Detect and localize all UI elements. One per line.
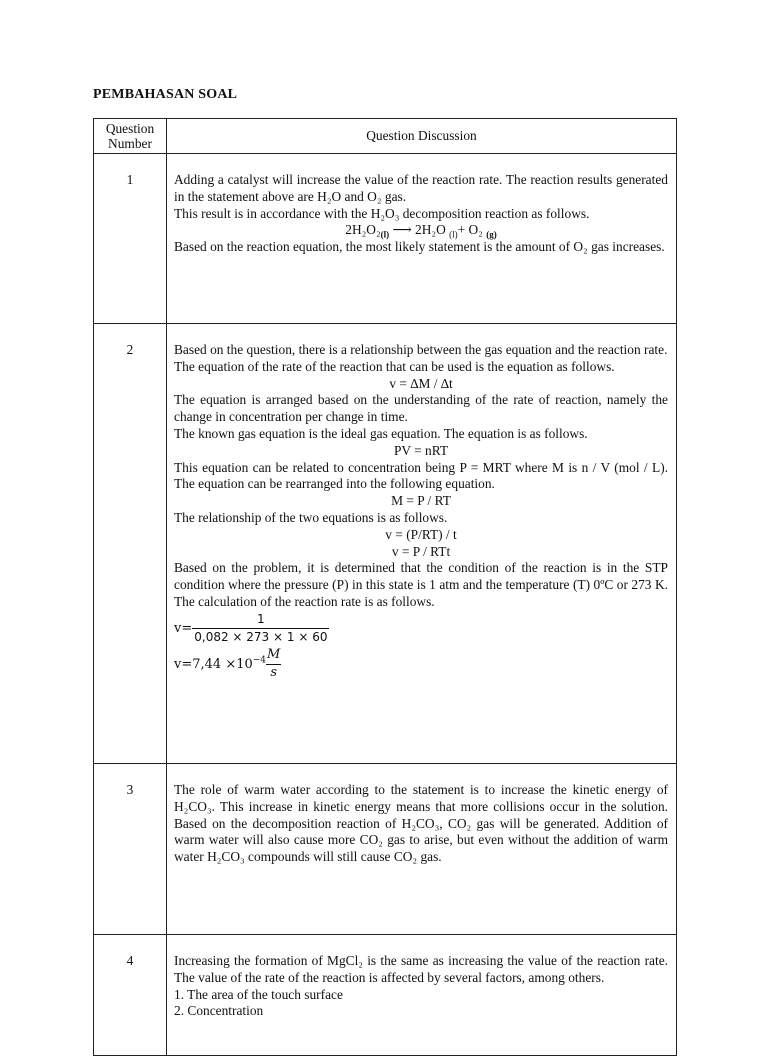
equation: v = ∆M / ∆t xyxy=(389,375,453,391)
paragraph: The relationship of the two equations is as follows. xyxy=(174,509,448,525)
table-row xyxy=(94,764,677,935)
header-question-discussion: Question Discussion xyxy=(167,119,677,154)
discussion-table xyxy=(93,118,677,1056)
equation: PV = nRT xyxy=(393,442,449,458)
list-item: 2. Concentration xyxy=(174,1003,264,1019)
question-number: 1 xyxy=(94,154,167,324)
header-question-number: Question Number xyxy=(94,119,167,154)
question-discussion-1 xyxy=(167,154,677,324)
question-number: 3 xyxy=(94,764,167,935)
paragraph: This result is in accordance with the H₂O₃ decomposition reaction as follows. xyxy=(174,205,590,221)
paragraph: Adding a catalyst will increase the value of the reaction rate. The reaction results generated in the statement above are H₂O and O₂ gas. xyxy=(174,172,668,204)
equation: v = (P/RT) / t xyxy=(385,526,457,542)
question-discussion-4 xyxy=(167,935,677,1056)
list-item: 1. The area of the touch surface xyxy=(174,986,343,1002)
paragraph: The equation of the rate of the reaction that can be used is the equation as follows. xyxy=(174,358,615,374)
question-number: 4 xyxy=(94,935,167,1056)
paragraph: The equation is arranged based on the understanding of the rate of reaction, namely the change in concentration per change in time. xyxy=(174,392,668,425)
document-title: PEMBAHASAN SOAL xyxy=(93,87,238,102)
question-discussion-3 xyxy=(167,764,677,935)
paragraph: The known gas equation is the ideal gas equation. The equation is as follows. xyxy=(174,425,588,441)
question-number: 2 xyxy=(94,324,167,764)
rate-result: $v=7,44 \times 10^{-4}$ $\frac{M}{s}$ xyxy=(174,647,281,681)
question-discussion-2 xyxy=(167,324,677,764)
equation: v = P / RTt xyxy=(391,543,451,559)
table-header-row xyxy=(94,119,677,154)
paragraph: The role of warm water according to the statement is to increase the kinetic energy of H₂CO₃. This increase in kinetic energy means that more collisions occur in the solution. Based on the decomposition reaction of H₂CO₃, CO₂ gas will be generated. Addition of warm water will also cause more CO₂ gas to arise, but even without the addition of warm water H₂CO₃ compounds will still cause CO₂ gas. xyxy=(174,782,668,865)
paragraph: Based on the reaction equation, the most likely statement is the amount of O₂ gas increases. xyxy=(174,239,665,255)
table-row xyxy=(94,154,677,324)
paragraph: This equation can be related to concentration being P = MRT where M is n / V (mol / L). The equation can be rearranged into the following equation. xyxy=(174,459,668,492)
reaction-equation: $2H_2O_2_{(l)}$ ⟶ 2H₂O $_{(l)}$+ O₂ $_{(g)}$ xyxy=(345,222,497,241)
equation: M = P / RT xyxy=(391,493,451,509)
paragraph: Based on the problem, it is determined that the condition of the reaction is in the STP condition where the pressure (P) in this state is 1 atm and the temperature (T) 0ºC or 273 K. The calculation of the reaction rate is as follows. xyxy=(174,560,668,609)
table-row xyxy=(94,935,677,1056)
table-row xyxy=(94,324,677,764)
paragraph: Increasing the formation of MgCl₂ is the same as increasing the value of the reaction rate. The value of the rate of the reaction is affected by several factors, among others. xyxy=(174,953,668,985)
paragraph: Based on the question, there is a relationship between the gas equation and the reaction rate. xyxy=(174,342,668,357)
rate-calculation: v= $\frac{1}{0,082 \times 273 \times 1 \times 60}$ xyxy=(174,611,328,644)
